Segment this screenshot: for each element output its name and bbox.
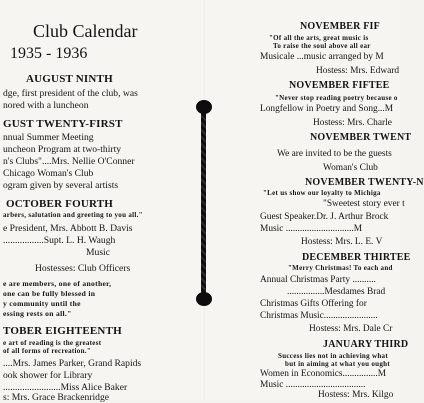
section-line: Woman's Club xyxy=(323,163,378,173)
section-line: ....Mrs. James Parker, Grand Rapids xyxy=(3,358,142,369)
section-line: Musicale ...music arranged by M xyxy=(260,52,384,62)
right-page xyxy=(205,0,424,400)
section-quote: essing rests on all." xyxy=(3,309,72,318)
section-line: s: Mrs. Grace Brackenridge xyxy=(3,392,110,403)
section-quote: "Let us show our loyalty to Michiga xyxy=(263,189,381,197)
section-line: Music .............................M xyxy=(260,224,363,234)
section-heading: DECEMBER THIRTEE xyxy=(302,252,411,263)
section-quote: y community until the xyxy=(3,299,81,308)
section-line: e President, Mrs. Abbott B. Davis xyxy=(3,223,133,234)
section-line: Hostess: Mrs. Edward xyxy=(316,66,400,76)
section-line: ........................Miss Alice Baker xyxy=(3,382,128,393)
section-line: nnual Summer Meeting xyxy=(3,132,94,143)
section-heading: NOVEMBER TWENTY-N xyxy=(305,177,424,188)
section-heading: JANUARY THIRD xyxy=(323,339,409,350)
section-quote: "Of all the arts, great music is xyxy=(269,34,369,42)
section-heading: OCTOBER FOURTH xyxy=(6,198,114,210)
binding-knot-bottom xyxy=(196,292,212,306)
section-line: Hostesses: Club Officers xyxy=(35,263,131,274)
section-quote: one can be fully blessed in xyxy=(3,289,96,298)
section-line: dge, first president of the club, was xyxy=(3,88,138,99)
section-line: Christmas Gifts Offering for xyxy=(260,299,367,309)
section-line: Women in Economics...............M xyxy=(260,369,387,379)
section-line: ................Mesdames Brad xyxy=(287,287,386,297)
section-line: Hostess: Mrs. Dale Cr xyxy=(309,324,393,334)
section-line: Hostess: Mrs. Charle xyxy=(313,118,392,128)
section-line: "Sweetest story ever t xyxy=(323,199,405,209)
section-quote: "Never stop reading poetry because o xyxy=(275,94,398,102)
section-line: ook shower for Library xyxy=(3,370,93,381)
section-line: Music .................................. xyxy=(260,380,366,390)
section-line: We are invited to be the guests xyxy=(277,149,392,159)
section-quote: arbers, salutation and greeting to you all." xyxy=(3,211,143,219)
section-heading: AUGUST NINTH xyxy=(26,73,113,85)
section-line: ogram given by several artists xyxy=(3,180,119,191)
calendar-title: Club Calendar xyxy=(33,21,138,41)
section-quote: "Merry Christmas! To each and xyxy=(288,264,393,272)
section-heading: GUST TWENTY-FIRST xyxy=(3,118,123,130)
section-quote: e are members, one of another, xyxy=(3,279,112,288)
calendar-years: 1935 - 1936 xyxy=(10,45,88,62)
section-line: uncheon Program at two-thirty xyxy=(3,144,122,155)
section-line: Guest Speaker.Dr. J. Arthur Brock xyxy=(260,212,389,222)
section-heading: NOVEMBER FIF xyxy=(300,21,380,32)
section-line: Music xyxy=(86,247,110,258)
section-quote: Success lies not in achieving what xyxy=(278,352,388,360)
section-quote: but in aiming at what you ought xyxy=(285,360,390,368)
section-line: Chicago Woman's Club xyxy=(3,168,94,179)
section-quote: e art of reading is the greatest xyxy=(3,339,102,347)
section-quote: of all forms of recreation." xyxy=(3,347,92,355)
section-quote: To raise the soul above all ear xyxy=(273,42,371,50)
section-line: .................Supt. L. H. Waugh xyxy=(3,235,116,246)
section-heading: NOVEMBER FIFTEE xyxy=(289,80,390,91)
section-line: n's Clubs"....Mrs. Nellie O'Conner xyxy=(3,156,135,167)
section-line: Hostess: Mrs. Kilgo xyxy=(318,390,394,400)
binding-knot-top xyxy=(196,100,212,114)
section-heading: NOVEMBER TWENT xyxy=(310,132,412,143)
left-page xyxy=(0,0,200,403)
section-line: Hostess: Mrs. L. E. V xyxy=(301,237,383,247)
section-heading: TOBER EIGHTEENTH xyxy=(3,325,122,337)
section-line: nored with a luncheon xyxy=(3,100,89,111)
section-line: Christmas Music....................... xyxy=(260,311,378,321)
section-line: Longfellow in Poetry and Song...M xyxy=(260,104,394,114)
binding-cord xyxy=(201,100,206,298)
section-line: Annual Christmas Party .......... xyxy=(260,275,376,285)
